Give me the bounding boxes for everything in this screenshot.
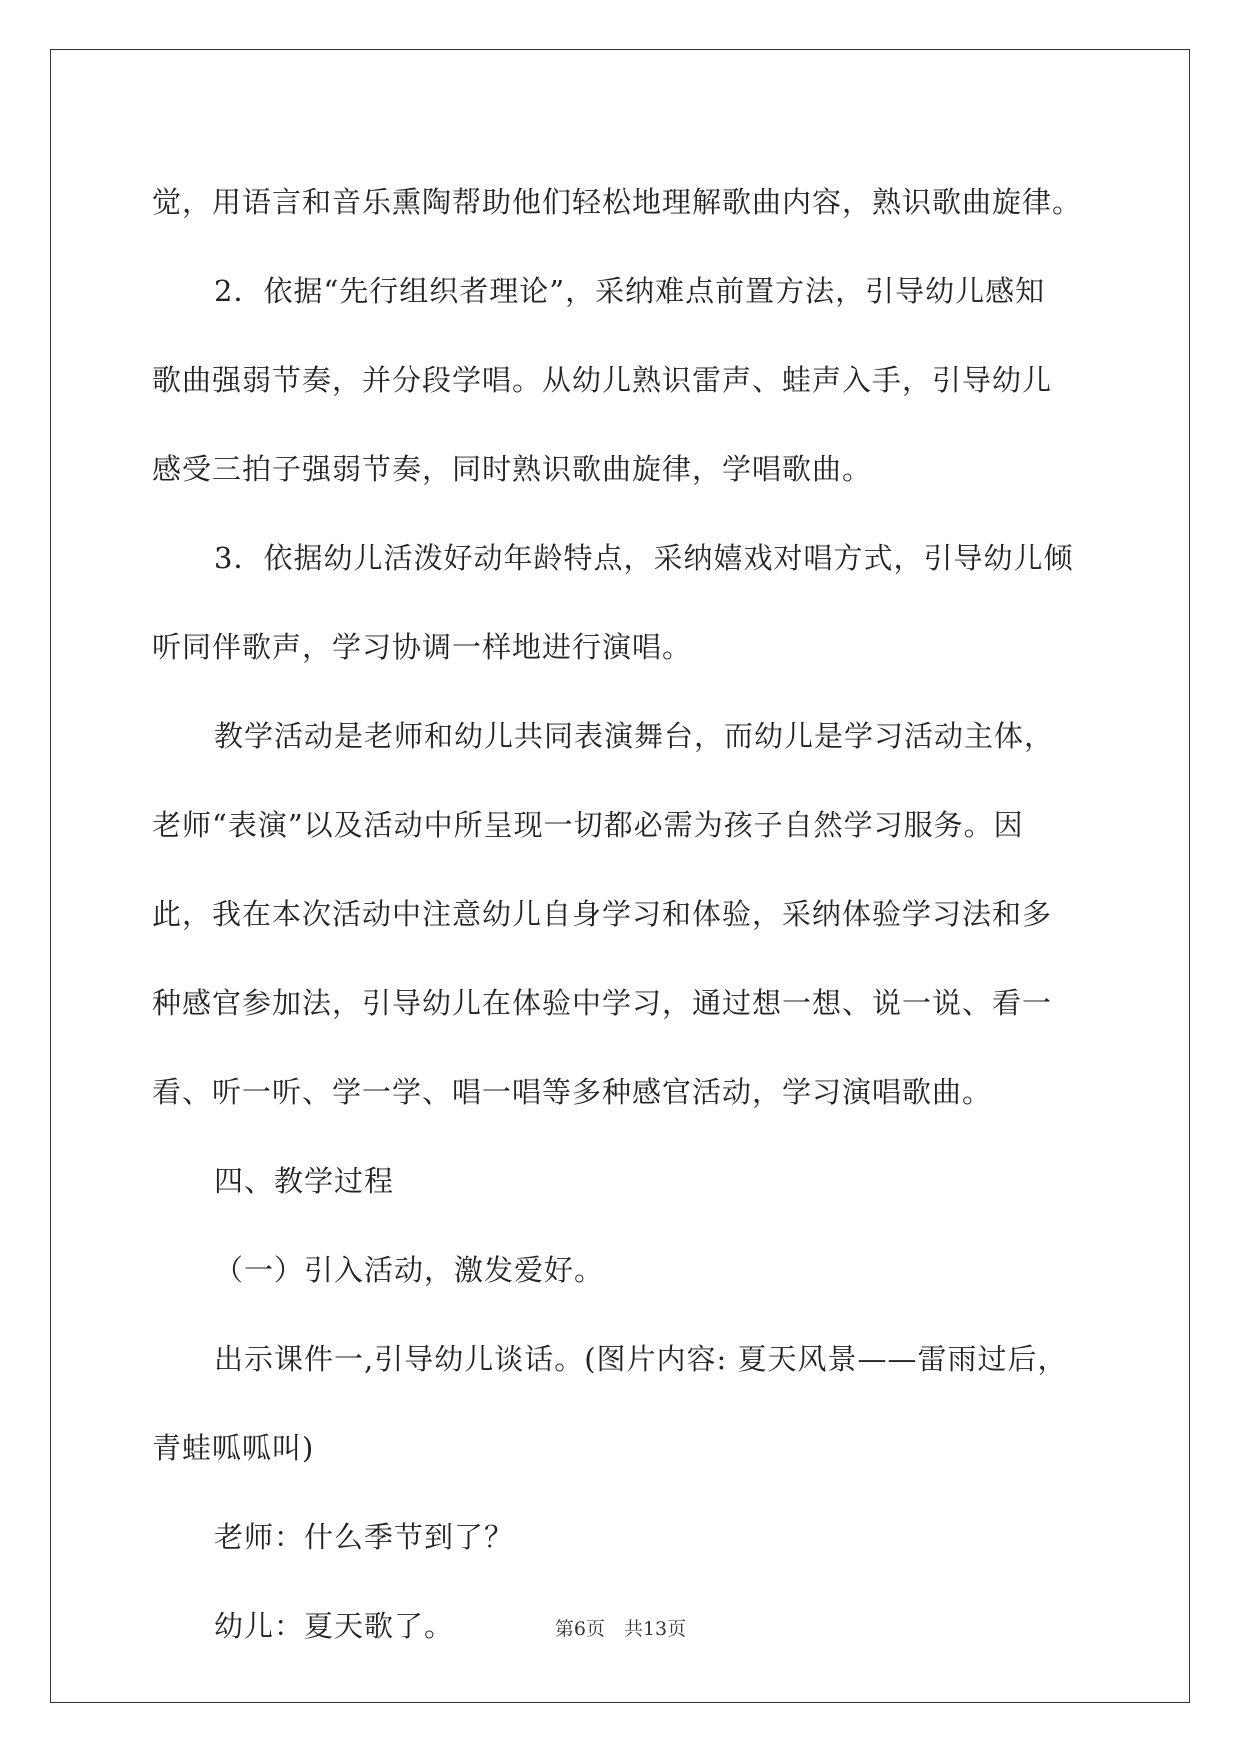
page-number-footer: 第6页 共13页 — [554, 1618, 687, 1640]
text-line: 老师“表演”以及活动中所呈现一切都必需为孩子自然学习服务。因 — [152, 808, 1024, 842]
text-line: 看、听一听、学一学、唱一唱等多种感官活动，学习演唱歌曲。 — [152, 1075, 993, 1109]
text-line: 听同伴歌声，学习协调一样地进行演唱。 — [152, 630, 693, 664]
dialogue-line: 幼儿：夏天歌了。 — [214, 1609, 455, 1643]
section-heading: 四、教学过程 — [214, 1164, 395, 1198]
text-line: 觉，用语言和音乐熏陶帮助他们轻松地理解歌曲内容，熟识歌曲旋律。 — [152, 185, 1083, 219]
document-body — [152, 158, 1092, 1671]
text-line: 3．依据幼儿活泼好动年龄特点，采纳嬉戏对唱方式，引导幼儿倾 — [214, 541, 1074, 575]
text-line: 教学活动是老师和幼儿共同表演舞台，而幼儿是学习活动主体， — [214, 719, 1055, 753]
text-line: 青蛙呱呱叫) — [152, 1431, 315, 1465]
text-line: 歌曲强弱节奏，并分段学唱。从幼儿熟识雷声、蛙声入手，引导幼儿 — [152, 363, 1053, 397]
text-line: 此，我在本次活动中注意幼儿自身学习和体验，采纳体验学习法和多 — [152, 897, 1053, 931]
text-line: 2．依据“先行组织者理论”，采纳难点前置方法，引导幼儿感知 — [214, 274, 1046, 308]
text-line: 感受三拍子强弱节奏，同时熟识歌曲旋律，学唱歌曲。 — [152, 452, 873, 486]
text-line: 出示课件一,引导幼儿谈话。(图片内容: 夏天风景——雷雨过后， — [214, 1342, 1068, 1376]
text-line: 种感官参加法，引导幼儿在体验中学习，通过想一想、说一说、看一 — [152, 986, 1053, 1020]
dialogue-line: 老师：什么季节到了？ — [214, 1520, 515, 1554]
subsection-heading: （一）引入活动，激发爱好。 — [214, 1253, 605, 1287]
